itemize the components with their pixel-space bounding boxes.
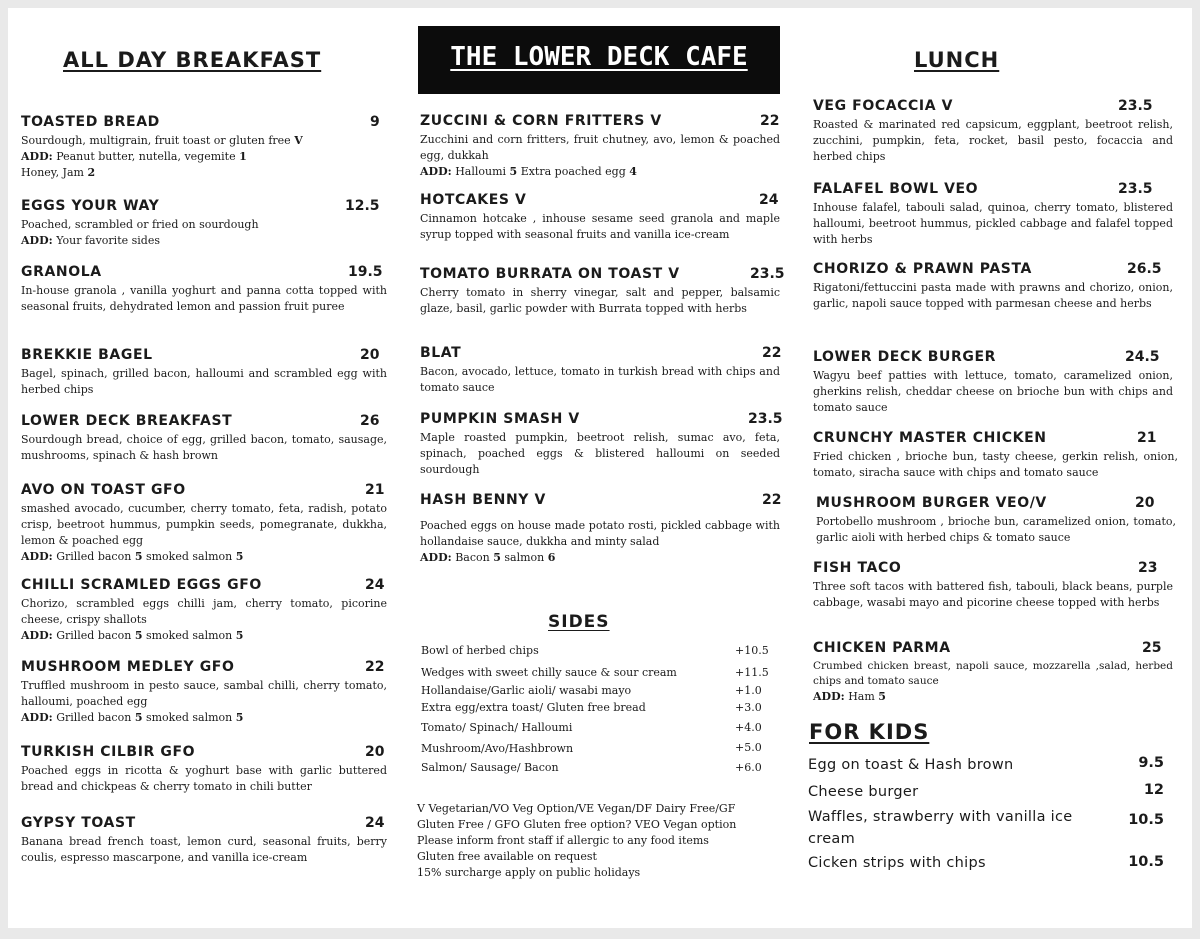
- item-price: 25: [1142, 640, 1162, 656]
- add-price: 5: [235, 711, 244, 724]
- menu-item: [816, 495, 1176, 546]
- item-price: 22: [762, 345, 782, 361]
- item-description: Fried chicken , brioche bun, tasty cheese, gerkin relish, onion, tomato, siracha sauce with chips and tomato sauce: [813, 450, 1178, 479]
- lunch-heading: LUNCH: [914, 48, 1000, 72]
- item-name: HASH BENNY V: [420, 492, 546, 508]
- item-description: Truffled mushroom in pesto sauce, sambal chilli, cherry tomato, halloumi, poached egg: [21, 679, 387, 708]
- item-name: AVO ON TOAST GFO: [21, 482, 186, 498]
- item-name: FALAFEL BOWL VEO: [813, 181, 979, 197]
- legend-line: V Vegetarian/VO Veg Option/VE Vegan/DF Dairy Free/GF: [417, 802, 736, 815]
- add-option: Grilled bacon: [56, 550, 132, 563]
- add-option: smoked salmon: [145, 711, 233, 724]
- item-name: PUMPKIN SMASH V: [420, 411, 580, 427]
- add-label: ADD:: [813, 690, 845, 703]
- menu-item: [420, 266, 785, 317]
- menu-item: [813, 98, 1173, 165]
- side-item: Salmon/ Sausage/ Bacon: [421, 761, 559, 774]
- item-name: TURKISH CILBIR GFO: [21, 744, 196, 760]
- add-label: ADD:: [420, 165, 452, 178]
- add-price: 5: [235, 550, 244, 563]
- item-price: 22: [760, 113, 780, 129]
- kids-item: Cicken strips with chips: [808, 855, 986, 871]
- menu-item: [21, 198, 387, 249]
- menu-item: [21, 347, 387, 398]
- menu-item: [21, 413, 387, 464]
- item-price: 26.5: [1127, 261, 1162, 277]
- menu-item: [21, 264, 387, 315]
- side-price: +5.0: [735, 741, 762, 754]
- menu-item: [21, 744, 387, 795]
- item-price: 20: [360, 347, 380, 363]
- cafe-title-banner: [418, 26, 780, 94]
- diet-tag: V: [294, 134, 303, 147]
- cafe-title: THE LOWER DECK CAFE: [450, 42, 748, 72]
- item-description: Roasted & marinated red capsicum, eggplant, beetroot relish, zucchini, pumpkin, feta, rocket, basil pesto, focaccia and herbed chips: [813, 118, 1173, 163]
- item-description: Poached, scrambled or fried on sourdough: [21, 218, 259, 231]
- menu-item: [420, 411, 783, 478]
- item-price: 21: [1137, 430, 1157, 446]
- item-description: Sourdough, multigrain, fruit toast or gluten free: [21, 134, 291, 147]
- item-price: 19.5: [348, 264, 383, 280]
- add-option: Ham: [848, 690, 875, 703]
- item-name: GYPSY TOAST: [21, 815, 136, 831]
- item-price: 23: [1138, 560, 1158, 576]
- kids-item: Cheese burger: [808, 784, 919, 800]
- add-label: ADD:: [21, 234, 53, 247]
- item-name: TOASTED BREAD: [21, 114, 160, 130]
- item-description: Portobello mushroom , brioche bun, caramelized onion, tomato, garlic aioli with herbed chips & tomato sauce: [816, 515, 1176, 544]
- add-option: Bacon: [455, 551, 490, 564]
- item-name: CRUNCHY MASTER CHICKEN: [813, 430, 1047, 446]
- item-description: Bagel, spinach, grilled bacon, halloumi and scrambled egg with herbed chips: [21, 367, 387, 396]
- add-label: ADD:: [21, 711, 53, 724]
- side-price: +1.0: [735, 684, 762, 697]
- item-description: Crumbed chicken breast, napoli sauce, mozzarella ,salad, herbed chips and tomato sauce: [813, 660, 1173, 687]
- item-description: Inhouse falafel, tabouli salad, quinoa, cherry tomato, blistered halloumi, beetroot hummus, pickled cabbage and falafel topped with herbs: [813, 201, 1173, 246]
- item-description: Poached eggs in ricotta & yoghurt base with garlic buttered bread and chickpeas & cherry tomato in chili butter: [21, 764, 387, 793]
- menu-item: [813, 181, 1173, 248]
- item-name: CHILLI SCRAMLED EGGS GFO: [21, 577, 262, 593]
- item-name: BLAT: [420, 345, 462, 361]
- item-price: 24: [365, 577, 385, 593]
- item-price: 21: [365, 482, 385, 498]
- add-price: 5: [134, 629, 143, 642]
- side-price: +3.0: [735, 701, 762, 714]
- menu-item: [420, 345, 780, 396]
- menu-item: [21, 577, 387, 644]
- item-description: Chorizo, scrambled eggs chilli jam, cherry tomato, picorine cheese, crispy shallots: [21, 597, 387, 626]
- side-item: Extra egg/extra toast/ Gluten free bread: [421, 701, 646, 714]
- breakfast-heading: ALL DAY BREAKFAST: [63, 48, 322, 72]
- menu-item: [813, 640, 1173, 705]
- item-price: 23.5: [1118, 98, 1153, 114]
- item-name: VEG FOCACCIA V: [813, 98, 954, 114]
- item-description: Rigatoni/fettuccini pasta made with prawns and chorizo, onion, garlic, napoli sauce topped with parmesan cheese and herbs: [813, 281, 1173, 310]
- add-price: 1: [239, 150, 247, 163]
- side-item: Hollandaise/Garlic aioli/ wasabi mayo: [421, 684, 632, 697]
- add-price: 5: [134, 711, 143, 724]
- item-name: FISH TACO: [813, 560, 902, 576]
- item-price: 12.5: [345, 198, 380, 214]
- menu-item: [420, 492, 780, 566]
- add-label: ADD:: [21, 550, 53, 563]
- menu-item: [420, 113, 780, 180]
- add-option: salmon: [504, 551, 545, 564]
- item-name: GRANOLA: [21, 264, 102, 280]
- add-label: ADD:: [21, 150, 53, 163]
- add-label: ADD:: [420, 551, 452, 564]
- side-item: Mushroom/Avo/Hashbrown: [421, 742, 574, 755]
- add-price: 5: [878, 690, 886, 703]
- add-option: Extra poached egg: [520, 165, 626, 178]
- item-price: 24: [365, 815, 385, 831]
- add-option: Grilled bacon: [56, 711, 132, 724]
- item-description: Cinnamon hotcake , inhouse sesame seed granola and maple syrup topped with seasonal fruits and vanilla ice-cream: [420, 212, 780, 241]
- kids-price: 10.5: [1128, 854, 1164, 870]
- add-price: 6: [547, 551, 556, 564]
- legend-line: Gluten free available on request: [417, 850, 597, 863]
- item-description: Bacon, avocado, lettuce, tomato in turkish bread with chips and tomato sauce: [420, 365, 780, 394]
- kids-price: 10.5: [1128, 812, 1164, 828]
- item-name: MUSHROOM BURGER VEO/V: [816, 495, 1047, 511]
- side-item: Bowl of herbed chips: [421, 644, 539, 657]
- add-option: Your favorite sides: [56, 234, 160, 247]
- side-price: +4.0: [735, 721, 762, 734]
- add-option: smoked salmon: [145, 629, 233, 642]
- add-price: 4: [629, 165, 637, 178]
- item-name: LOWER DECK BREAKFAST: [21, 413, 233, 429]
- add-price: 5: [509, 165, 518, 178]
- item-price: 22: [365, 659, 385, 675]
- menu-item: [813, 349, 1173, 416]
- item-description: Banana bread french toast, lemon curd, seasonal fruits, berry coulis, espresso mascarpone, and vanilla ice-cream: [21, 835, 387, 864]
- menu-item: [813, 430, 1178, 481]
- side-item: Tomato/ Spinach/ Halloumi: [421, 721, 573, 734]
- item-name: EGGS YOUR WAY: [21, 198, 160, 214]
- add-option: Halloumi: [455, 165, 507, 178]
- menu-item: [21, 659, 387, 726]
- item-description: Wagyu beef patties with lettuce, tomato, caramelized onion, gherkins relish, cheddar cheese on brioche bun with chips and tomato sauce: [813, 369, 1173, 414]
- item-description: In-house granola , vanilla yoghurt and panna cotta topped with seasonal fruits, dehydrated lemon and passion fruit puree: [21, 284, 387, 313]
- kids-item: Egg on toast & Hash brown: [808, 757, 1014, 773]
- item-price: 23.5: [750, 266, 785, 282]
- kids-item: Waffles, strawberry with vanilla ice cream: [808, 809, 1073, 847]
- item-price: 24: [759, 192, 779, 208]
- item-name: HOTCAKES V: [420, 192, 527, 208]
- item-price: 9: [370, 114, 380, 130]
- menu-item: [420, 192, 780, 243]
- legend-line: Gluten Free / GFO Gluten free option? VEO Vegan option: [417, 818, 737, 831]
- add-price: 5: [235, 629, 244, 642]
- add-label: ADD:: [21, 629, 53, 642]
- item-name: TOMATO BURRATA ON TOAST V: [420, 266, 680, 282]
- item-description: Poached eggs on house made potato rosti, pickled cabbage with hollandaise sauce, dukkha and minty salad: [420, 519, 780, 548]
- add-price: 5: [134, 550, 143, 563]
- item-price: 24.5: [1125, 349, 1160, 365]
- add-option: Honey, Jam: [21, 166, 84, 179]
- item-price: 23.5: [1118, 181, 1153, 197]
- item-price: 20: [1135, 495, 1155, 511]
- item-price: 23.5: [748, 411, 783, 427]
- kids-price: 12: [1143, 782, 1164, 798]
- item-price: 26: [360, 413, 380, 429]
- add-price: 5: [493, 551, 501, 564]
- item-description: Cherry tomato in sherry vinegar, salt and pepper, balsamic glaze, basil, garlic powder with Burrata topped with herbs: [420, 286, 780, 315]
- item-name: LOWER DECK BURGER: [813, 349, 997, 365]
- item-description: Maple roasted pumpkin, beetroot relish, sumac avo, feta, spinach, poached eggs & blistered halloumi on seeded sourdough: [420, 431, 780, 476]
- legend-line: Please inform front staff if allergic to any food items: [417, 834, 709, 847]
- menu-item: [21, 114, 387, 181]
- kids-heading: FOR KIDS: [809, 720, 930, 744]
- menu-item: [21, 482, 387, 565]
- item-name: CHORIZO & PRAWN PASTA: [813, 261, 1032, 277]
- menu-item: [813, 261, 1173, 312]
- side-price: +11.5: [735, 666, 769, 679]
- add-option: Grilled bacon: [56, 629, 132, 642]
- item-description: Zucchini and corn fritters, fruit chutney, avo, lemon & poached egg, dukkah: [420, 133, 780, 162]
- add-option: Peanut butter, nutella, vegemite: [56, 150, 236, 163]
- item-name: ZUCCINI & CORN FRITTERS V: [420, 113, 662, 129]
- side-price: +10.5: [735, 644, 769, 657]
- side-item: Wedges with sweet chilly sauce & sour cream: [421, 666, 677, 679]
- legend-line: 15% surcharge apply on public holidays: [417, 866, 641, 879]
- item-description: Three soft tacos with battered fish, tabouli, black beans, purple cabbage, wasabi mayo and picorine cheese topped with herbs: [813, 580, 1173, 609]
- kids-price: 9.5: [1138, 755, 1164, 771]
- add-option: smoked salmon: [145, 550, 233, 563]
- item-price: 20: [365, 744, 385, 760]
- item-name: CHICKEN PARMA: [813, 640, 951, 656]
- menu-item: [813, 560, 1173, 611]
- add-price: 2: [87, 166, 96, 179]
- item-name: BREKKIE BAGEL: [21, 347, 153, 363]
- side-price: +6.0: [735, 761, 762, 774]
- item-description: smashed avocado, cucumber, cherry tomato, feta, radish, potato crisp, beetroot hummus, pumpkin seeds, pomegranate, dukkha, lemon & poached egg: [21, 502, 387, 547]
- item-name: MUSHROOM MEDLEY GFO: [21, 659, 235, 675]
- sides-heading: SIDES: [548, 612, 610, 632]
- menu-item: [21, 815, 387, 866]
- item-description: Sourdough bread, choice of egg, grilled bacon, tomato, sausage, mushrooms, spinach & hash brown: [21, 433, 387, 462]
- item-price: 22: [762, 492, 782, 508]
- dietary-legend: [417, 801, 782, 881]
- menu-sheet: [8, 8, 1192, 928]
